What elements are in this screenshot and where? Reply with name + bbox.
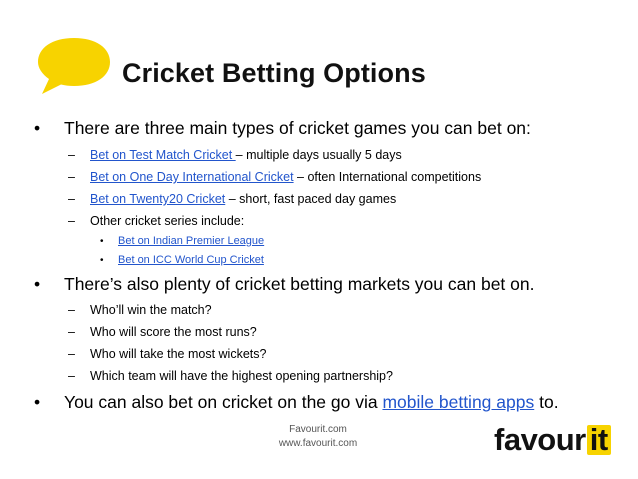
slide-title: Cricket Betting Options [122,58,426,88]
logo-wordmark: favour [494,422,586,457]
mobile-betting-apps-link[interactable]: mobile betting apps [382,392,535,412]
footer-url: www.favourit.com [278,438,358,449]
sub-point [34,325,634,340]
footer [258,423,378,451]
dash-marker: – [68,325,75,339]
bullet-point [34,391,634,413]
dash-marker: – [68,192,75,206]
icc-world-cup-link[interactable]: Bet on ICC World Cup Cricket [118,254,264,266]
bullet-point [34,273,634,295]
sub-sub-point [34,235,634,248]
sub-point-text: – multiple days usually 5 days [235,148,402,162]
speech-bubble-icon [34,34,114,98]
bullet-marker: • [34,118,41,138]
sub-point-text: – short, fast paced day games [225,192,397,206]
sub-point-text: Who will score the most runs? [90,325,257,339]
bullet-text: You can also bet on cricket on the go via [64,392,383,412]
test-match-link[interactable]: Bet on Test Match Cricket [90,148,236,162]
dash-marker: – [68,369,75,383]
twenty20-link[interactable]: Bet on Twenty20 Cricket [90,192,226,206]
sub-point-text: Other cricket series include: [90,214,245,228]
sub-point [34,148,634,163]
dash-marker: – [68,347,75,361]
bullet-point [34,117,634,139]
sub-point [34,192,634,207]
sub-point [34,347,634,362]
sub-point [34,214,634,229]
dash-marker: – [68,214,75,228]
bullet-text: to. [534,392,559,412]
bullet-text: There’s also plenty of cricket betting markets you can bet on. [64,274,535,294]
bullet-list [34,117,634,413]
footer-site-name: Favourit.com [289,424,347,435]
sub-point-text: – often International competitions [293,170,482,184]
sub-point-text: Who will take the most wickets? [90,347,267,361]
one-day-international-link[interactable]: Bet on One Day International Cricket [90,170,294,184]
sub-point [34,170,634,185]
indian-premier-league-link[interactable]: Bet on Indian Premier League [118,235,265,247]
bullet-marker: • [34,274,41,294]
dash-marker: – [68,148,75,162]
bullet-marker: • [34,392,41,412]
bullet-marker: • [100,255,104,266]
sub-sub-point [34,254,634,267]
sub-point-text: Which team will have the highest opening partnership? [90,369,393,383]
bullet-text: There are three main types of cricket games you can bet on: [64,118,531,138]
dash-marker: – [68,303,75,317]
bullet-marker: • [100,236,104,247]
sub-point-text: Who’ll win the match? [90,303,212,317]
logo-accent: it [587,425,611,455]
favourit-logo [494,422,611,458]
dash-marker: – [68,170,75,184]
sub-point [34,303,634,318]
sub-point [34,369,634,384]
